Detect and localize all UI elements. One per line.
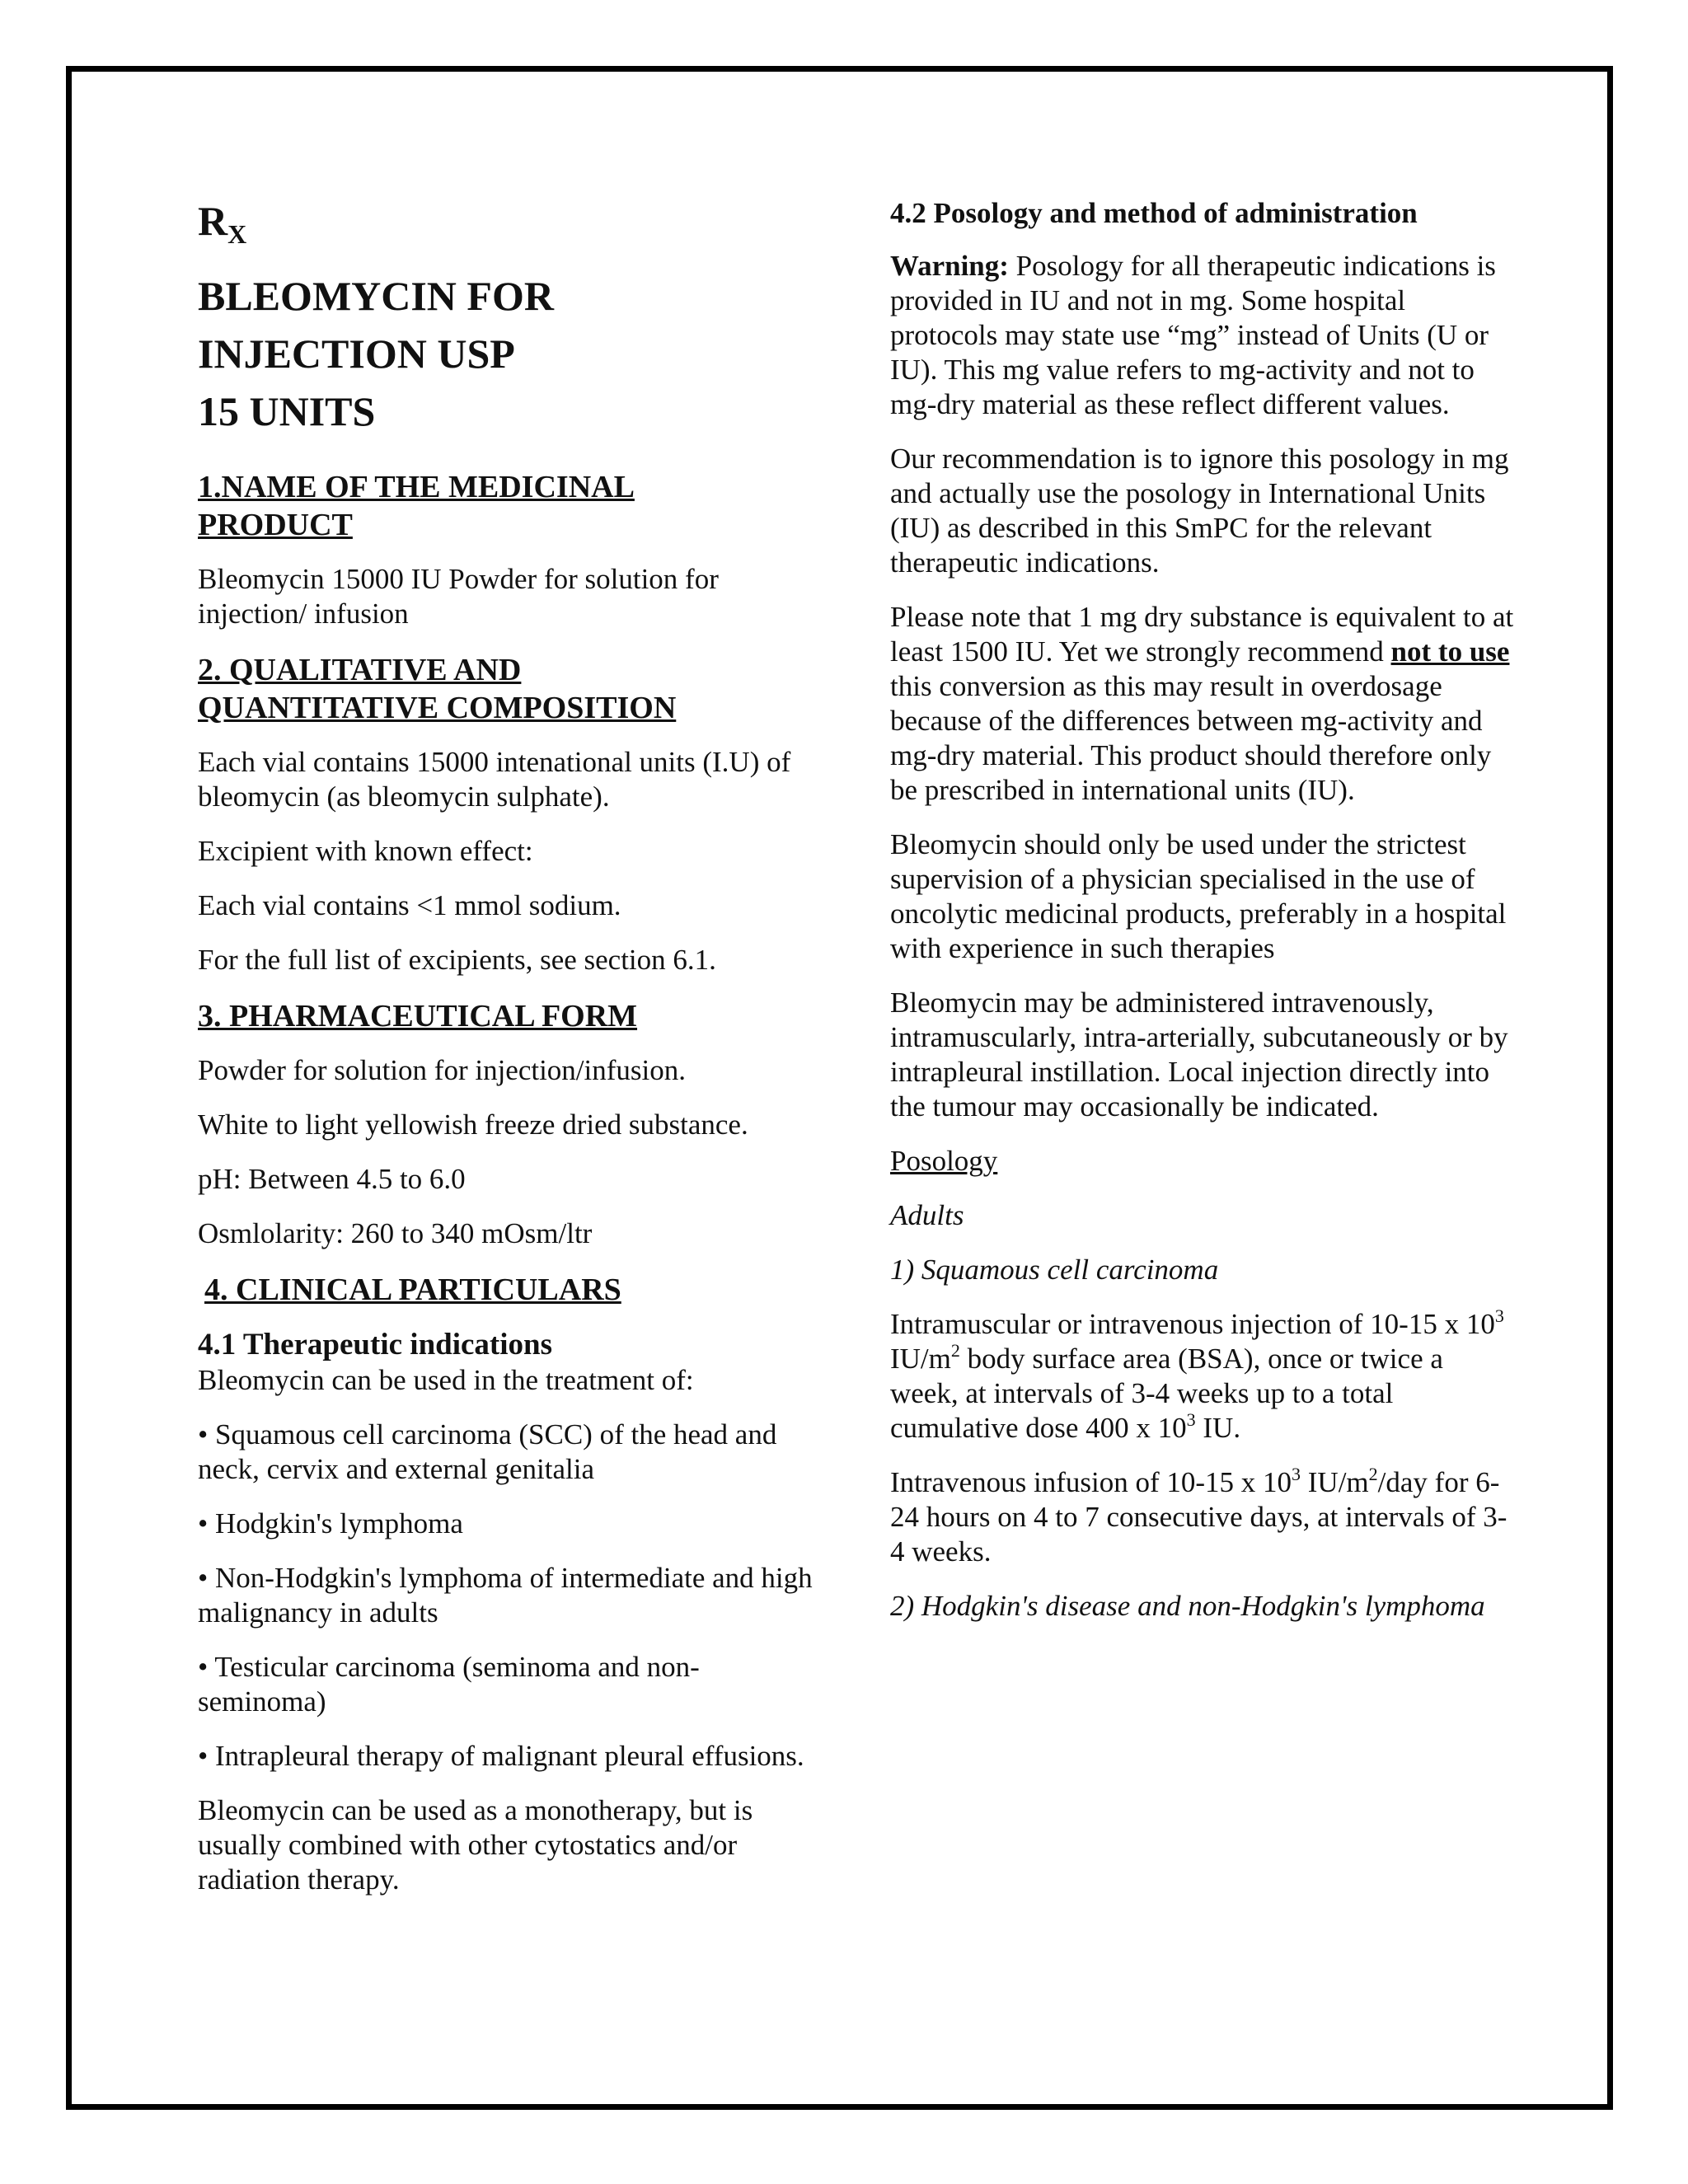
indication-bullet: • Squamous cell carcinoma (SCC) of the head and neck, cervix and external genitalia: [198, 1418, 777, 1485]
rx-letter: R: [198, 198, 228, 244]
scc-label: 1) Squamous cell carcinoma: [890, 1254, 1219, 1286]
warning-label: Warning:: [890, 250, 1009, 282]
monotherapy-paragraph: Bleomycin can be used as a monotherapy, but is usually combined with other cytostatics and/or radiation therapy.: [198, 1794, 753, 1896]
scc-injection-text-c: body surface area (BSA), once or twice a week, at intervals of 3-4 weeks up to a total cumulative dose 400 x 10: [890, 1343, 1443, 1444]
supervision-paragraph: Bleomycin should only be used under the strictest supervision of a physician specialised in the use of oncolytic medicinal products, preferably in a hospital with experience in such therapies: [890, 828, 1507, 964]
section-4-1-heading: 4.1 Therapeutic indications: [198, 1328, 552, 1361]
adults-label: Adults: [890, 1199, 964, 1231]
osmolarity-paragraph: Osmlolarity: 260 to 340 mOsm/ltr: [198, 1217, 593, 1249]
sodium-paragraph: Each vial contains <1 mmol sodium.: [198, 889, 621, 921]
left-column: [198, 198, 824, 1917]
conversion-note-paragraph: [890, 600, 1517, 808]
hodgkin-label: 2) Hodgkin's disease and non-Hodgkin's lymphoma: [890, 1590, 1485, 1622]
section-2-heading-line-1: 2. QUALITATIVE AND: [198, 653, 522, 687]
posology-label: Posology: [890, 1145, 998, 1177]
right-column: [890, 196, 1517, 1643]
conversion-note-text-2: this conversion as this may result in overdosage because of the differences between mg-activity and mg-dry material. This product should therefore only be prescribed in international units (IU).: [890, 670, 1492, 806]
superscript: 2: [950, 1340, 960, 1361]
ph-paragraph: pH: Between 4.5 to 6.0: [198, 1163, 466, 1195]
scc-infusion-text-c: /day for 6-24 hours on 4 to 7 consecutive days, at intervals of 3-4 weeks.: [890, 1466, 1507, 1568]
section-1-heading-line-2: PRODUCT: [198, 508, 353, 542]
scc-injection-text-d: IU.: [1195, 1412, 1241, 1444]
section-2-heading: [198, 651, 824, 727]
composition-paragraph: Each vial contains 15000 intenational units (I.U) of bleomycin (as bleomycin sulphate).: [198, 746, 791, 813]
scc-injection-text-a: Intramuscular or intravenous injection of 10-15 x 10: [890, 1308, 1495, 1340]
recommendation-paragraph: Our recommendation is to ignore this posology in mg and actually use the posology in International Units (IU) as described in this SmPC for the relevant therapeutic indications.: [890, 443, 1509, 579]
title-line-1: BLEOMYCIN FOR: [198, 273, 554, 319]
administration-paragraph: Bleomycin may be administered intravenously, intramuscularly, intra-arterially, subcutaneously or by intrapleural instillation. Local injection directly into the tumour may occasionally be indicated.: [890, 987, 1508, 1122]
section-1-heading: [198, 468, 824, 544]
scc-infusion-paragraph: [890, 1465, 1517, 1569]
rx-subscript: X: [227, 219, 247, 249]
scc-infusion-text-a: Intravenous infusion of 10-15 x 10: [890, 1466, 1292, 1498]
warning-text: Posology for all therapeutic indications is provided in IU and not in mg. Some hospital protocols may state use “mg” instead of Units (U or IU). This mg value refers to mg-activity and not to mg-dry material as these reflect different values.: [890, 250, 1496, 420]
indication-bullet: • Hodgkin's lymphoma: [198, 1507, 463, 1540]
section-4-heading: 4. CLINICAL PARTICULARS: [204, 1272, 621, 1307]
indication-bullet: • Intrapleural therapy of malignant pleural effusions.: [198, 1740, 804, 1772]
excipient-paragraph: Excipient with known effect:: [198, 835, 533, 867]
appearance-paragraph: White to light yellowish freeze dried substance.: [198, 1108, 748, 1141]
title-line-2: INJECTION USP: [198, 330, 515, 377]
scc-injection-text-b: IU/m: [890, 1343, 951, 1375]
indication-bullet: • Non-Hodgkin's lymphoma of intermediate and high malignancy in adults: [198, 1562, 813, 1629]
excipients-reference-paragraph: For the full list of excipients, see section 6.1.: [198, 944, 716, 976]
superscript: 3: [1494, 1305, 1504, 1326]
superscript: 2: [1368, 1464, 1378, 1484]
indication-bullet: • Testicular carcinoma (seminoma and non-seminoma): [198, 1651, 700, 1718]
section-4-2-heading: 4.2 Posology and method of administration: [890, 197, 1418, 229]
scc-injection-paragraph: [890, 1307, 1517, 1446]
section-3-heading: 3. PHARMACEUTICAL FORM: [198, 999, 638, 1033]
indications-intro: Bleomycin can be used in the treatment of:: [198, 1364, 694, 1396]
superscript: 3: [1292, 1464, 1301, 1484]
superscript: 3: [1186, 1409, 1196, 1430]
section-1-text: Bleomycin 15000 IU Powder for solution for injection/ infusion: [198, 563, 719, 630]
product-title: [198, 267, 824, 440]
warning-paragraph: [890, 249, 1517, 422]
scc-infusion-text-b: IU/m: [1301, 1466, 1369, 1498]
section-2-heading-line-2: QUANTITATIVE COMPOSITION: [198, 691, 677, 725]
prescription-symbol: [198, 198, 824, 257]
title-line-3: 15 UNITS: [198, 388, 376, 434]
not-to-use-emphasis: not to use: [1390, 635, 1510, 668]
section-1-heading-line-1: 1.NAME OF THE MEDICINAL: [198, 470, 635, 504]
form-paragraph: Powder for solution for injection/infusion.: [198, 1054, 687, 1086]
conversion-note-text-1: Please note that 1 mg dry substance is equivalent to at least 1500 IU. Yet we strongly recommend: [890, 601, 1514, 668]
